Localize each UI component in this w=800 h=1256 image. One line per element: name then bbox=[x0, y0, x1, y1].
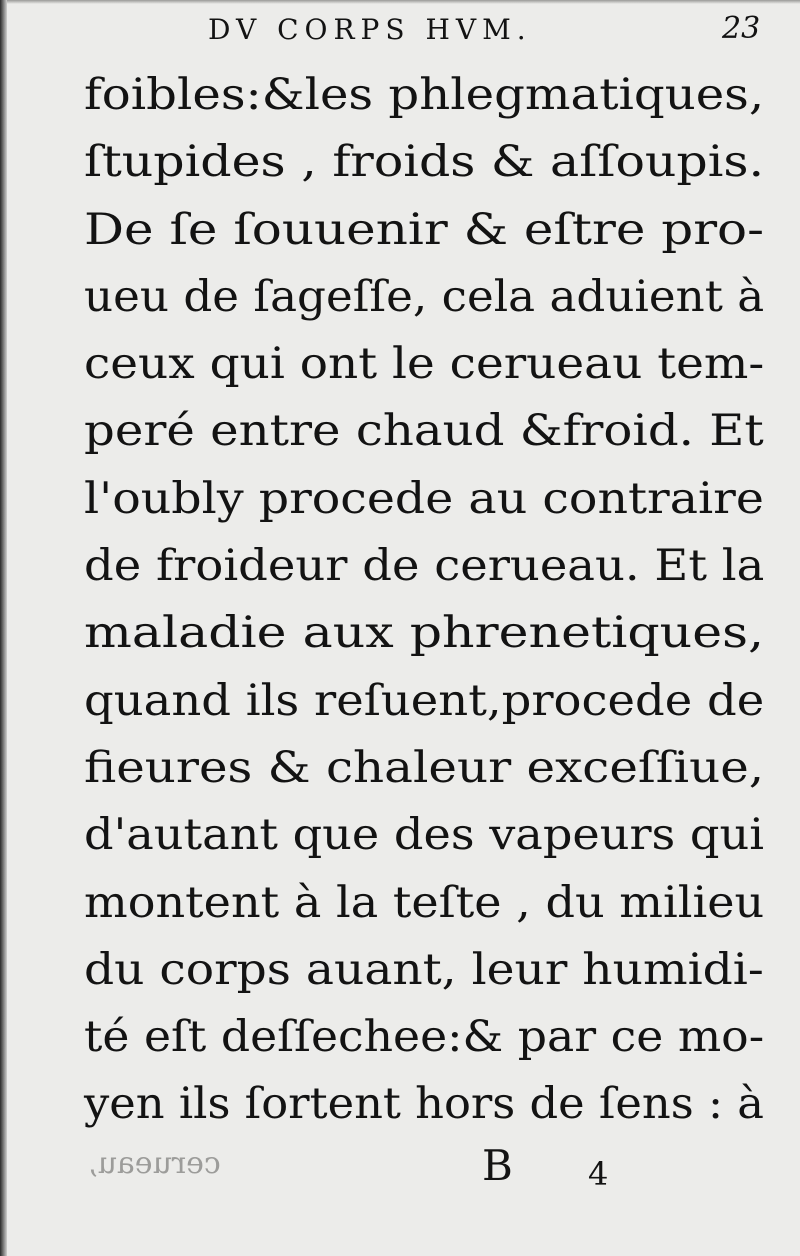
text-line: de froideur de cerueau. Et la bbox=[84, 541, 765, 592]
text-line: ſtupides , froids & aſſoupis. bbox=[84, 137, 765, 188]
text-line: peré entre chaud &froid. Et bbox=[84, 406, 764, 457]
page-gutter-shadow bbox=[0, 0, 7, 1256]
signature-mark: B bbox=[482, 1141, 513, 1190]
text-line: yen ils ſortent hors de ſens : à bbox=[84, 1079, 764, 1130]
text-line: l'oubly procede au contraire bbox=[84, 473, 764, 524]
text-line: De ſe ſouuenir & eſtre pro- bbox=[84, 204, 764, 255]
text-line: quand ils reſuent,procede de bbox=[84, 675, 765, 726]
text-line: té eſt deſſechee:& par ce mo- bbox=[84, 1012, 765, 1063]
text-line: maladie aux phrenetiques, bbox=[84, 608, 765, 659]
text-line: foibles:&les phlegmatiques, bbox=[84, 70, 765, 120]
text-line: ceux qui ont le cerueau tem- bbox=[84, 339, 765, 390]
page-header bbox=[0, 4, 800, 56]
page-number: 23 bbox=[722, 11, 761, 46]
text-line: fieures & chaleur exceſſiue, bbox=[84, 742, 765, 793]
text-line: ueu de ſageſſe, cela aduient à bbox=[84, 271, 765, 322]
running-head: DV CORPS HVM. bbox=[208, 13, 532, 46]
text-line: montent à la teſte , du milieu bbox=[84, 877, 765, 928]
body-text bbox=[84, 62, 764, 1139]
show-through-text: cerueau, bbox=[88, 1146, 221, 1181]
signature-number: 4 bbox=[588, 1155, 609, 1193]
page-footer bbox=[0, 1138, 800, 1198]
text-line: du corps auant, leur humidi- bbox=[84, 944, 764, 995]
text-line: d'autant que des vapeurs qui bbox=[84, 810, 764, 861]
